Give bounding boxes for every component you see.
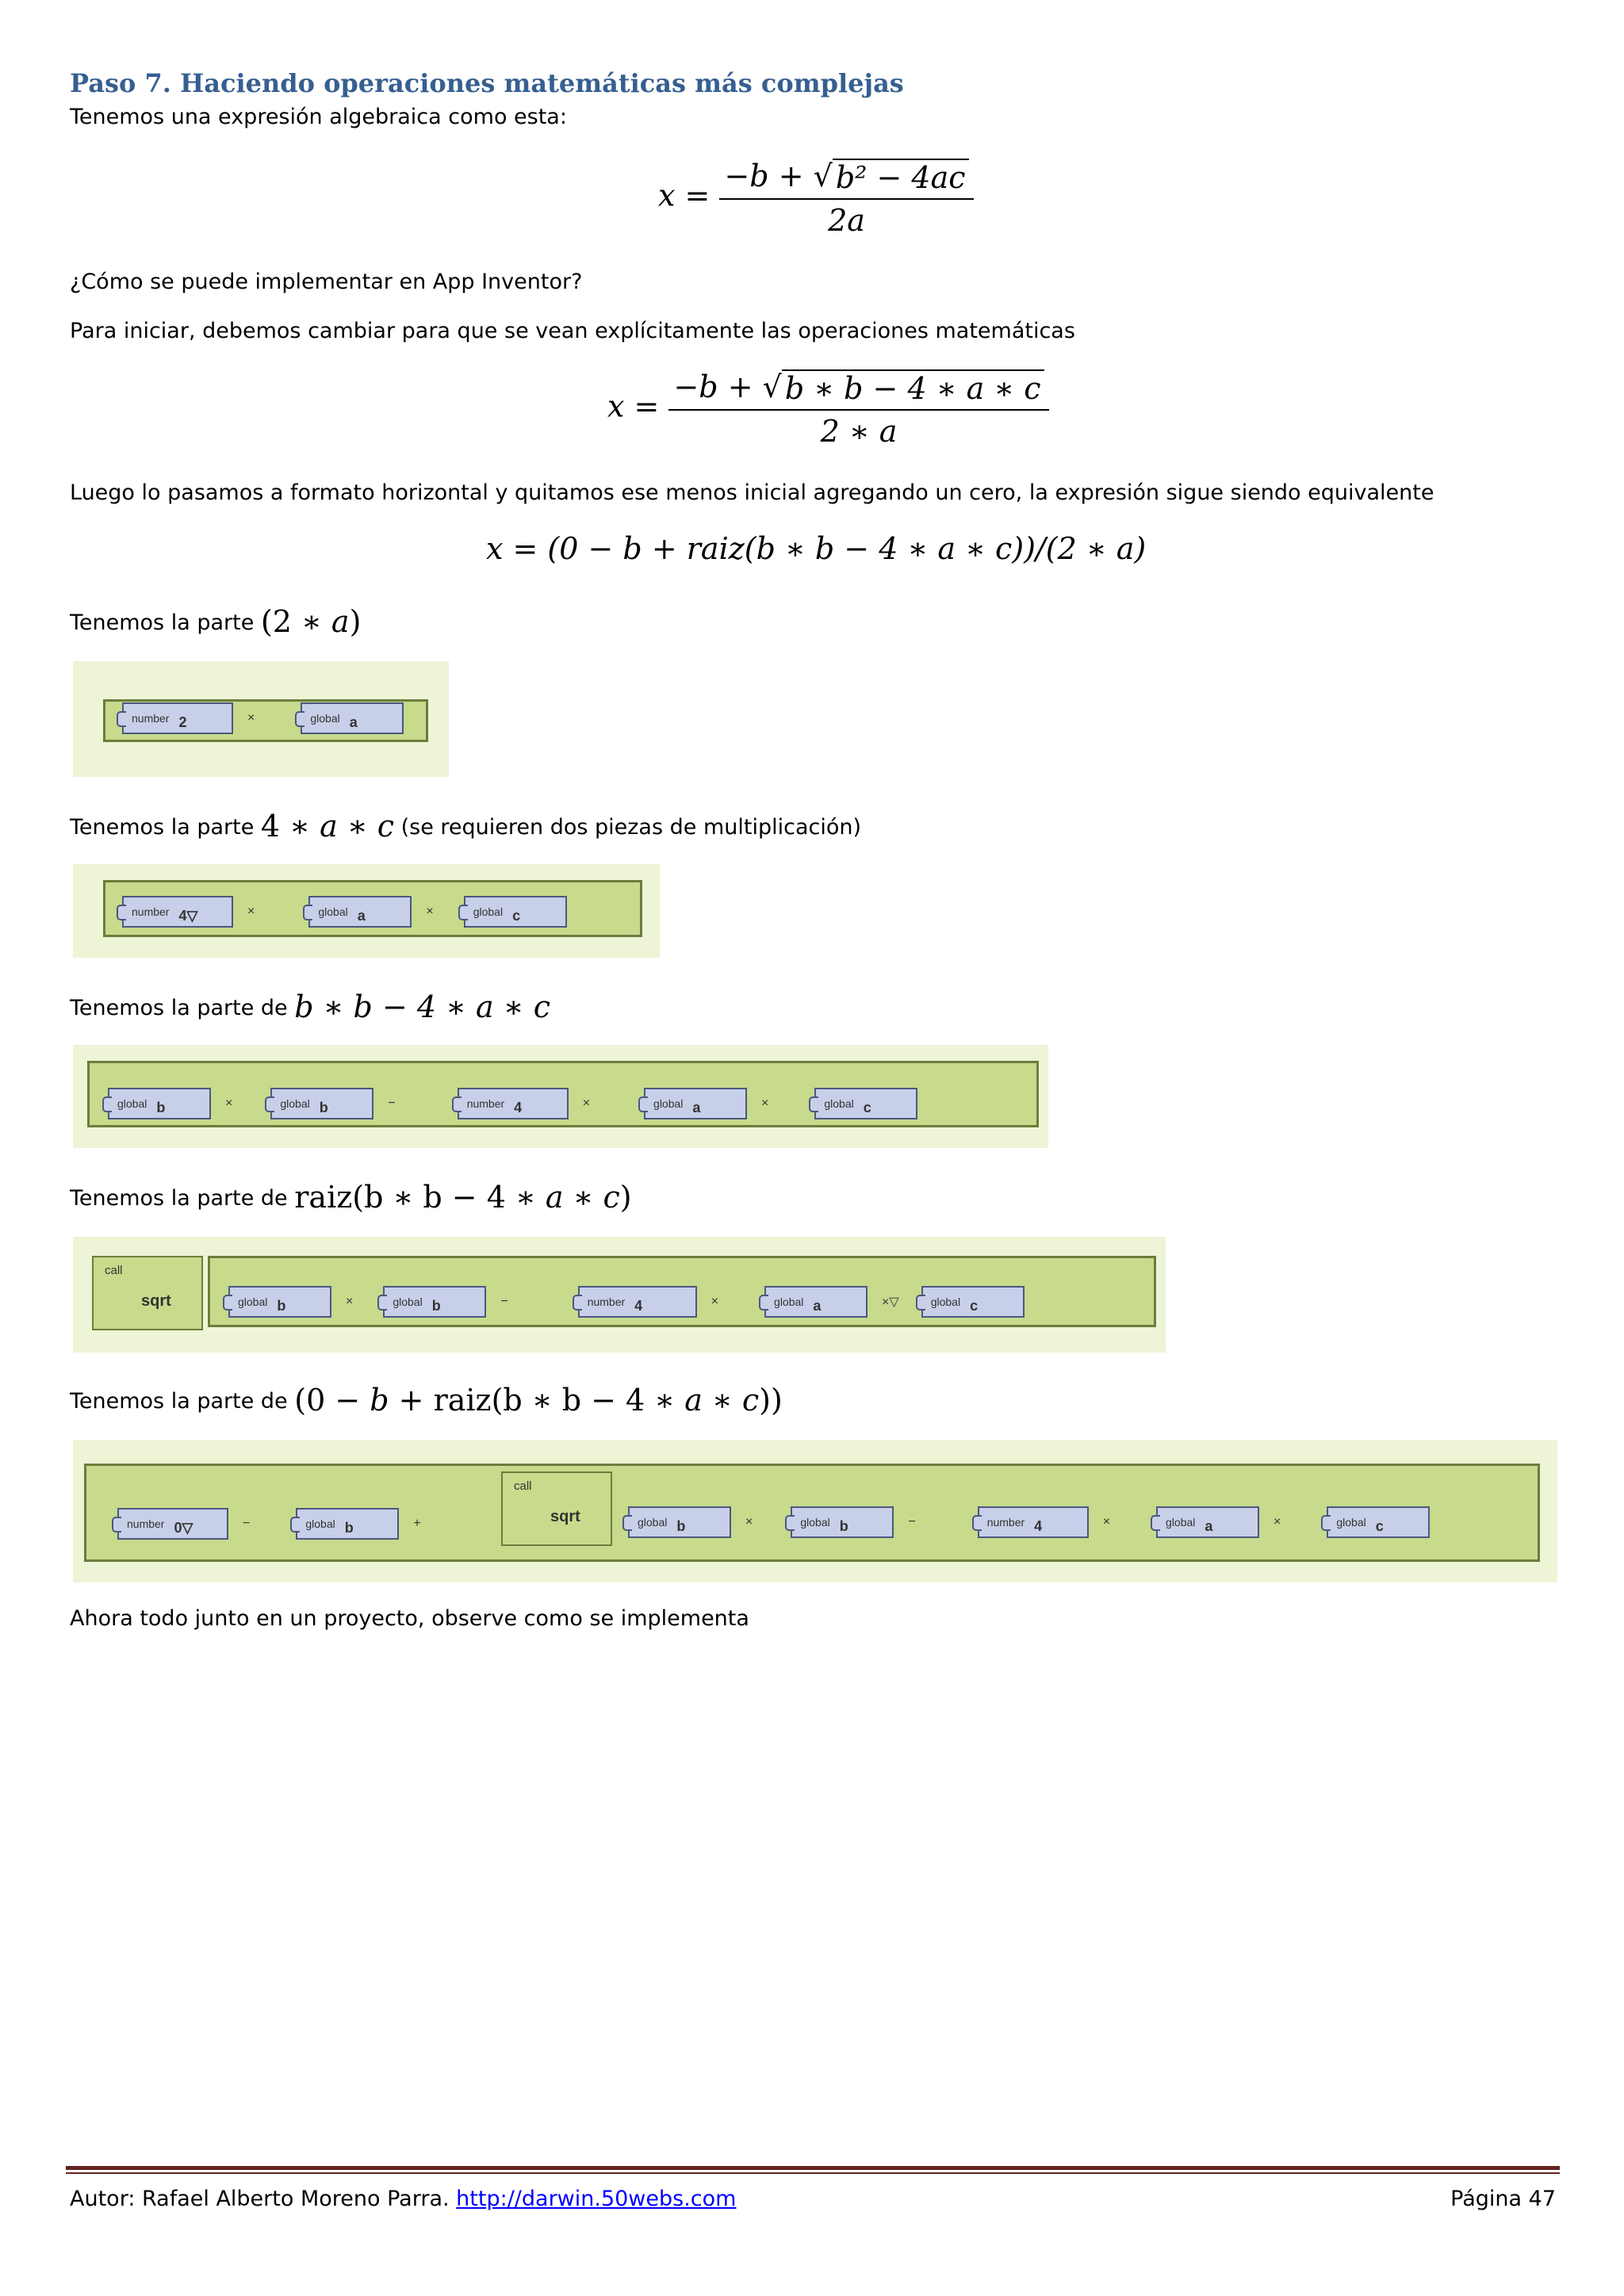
part-sqrt-label: Tenemos la parte de <box>70 1186 288 1211</box>
global-block: global b <box>383 1286 486 1318</box>
minus-operator: − <box>500 1295 508 1308</box>
eq1-numerator: −𝑏 + <box>724 159 814 193</box>
part-discriminant-label: Tenemos la parte de <box>70 996 288 1020</box>
call-sqrt-block: call sqrt <box>92 1256 203 1330</box>
eq1-lhs: 𝑥 = <box>658 178 710 213</box>
number-block: number 4 <box>458 1088 569 1119</box>
paragraph-start: Para iniciar, debemos cambiar para que se vean explícitamente las operaciones matemáticas <box>70 319 1075 343</box>
footer-page-number: Página 47 <box>1450 2187 1556 2211</box>
section-heading: Paso 7. Haciendo operaciones matemáticas más complejas <box>70 68 904 98</box>
global-block: global b <box>791 1506 894 1538</box>
eq2-numerator: −𝑏 + <box>673 369 763 404</box>
times-operator: × <box>247 711 255 725</box>
block-image-discriminant <box>73 1045 1048 1148</box>
global-block: global a <box>644 1088 747 1119</box>
global-block: global a <box>764 1286 868 1318</box>
call-sqrt-block: call sqrt <box>501 1471 612 1546</box>
number-block: number 4 <box>978 1506 1089 1538</box>
eq2-lhs: 𝑥 = <box>607 388 660 424</box>
global-block: global c <box>921 1286 1025 1318</box>
times-operator: × <box>247 905 255 918</box>
block-image-4ac <box>73 864 660 958</box>
times-operator: × <box>761 1096 769 1110</box>
paragraph-part-discriminant <box>70 989 550 1026</box>
equation-quadratic <box>658 159 974 238</box>
times-operator: × <box>1274 1515 1281 1529</box>
global-block: global c <box>464 896 567 928</box>
times-operator: × <box>745 1515 753 1529</box>
eq1-radicand: 𝑏² − 4𝑎𝑐 <box>833 159 969 195</box>
block-image-2a <box>73 661 449 777</box>
eq2-fraction: −𝑏 + √ b ∗ b − 4 ∗ 𝑎 ∗ 𝑐 2 ∗ 𝑎 <box>668 369 1048 449</box>
global-block: global a <box>301 702 404 734</box>
paragraph-horizontal: Luego lo pasamos a formato horizontal y quitamos ese menos inicial agregando un cero, la expresión sigue siendo equivalente <box>70 480 1434 505</box>
footer-divider-thin <box>66 2172 1560 2174</box>
part-sqrt-math: raiz(b ∗ b − 4 ∗ 𝑎 ∗ 𝑐) <box>294 1180 632 1215</box>
paragraph-question: ¿Cómo se puede implementar en App Inventor? <box>70 270 583 294</box>
global-block: global b <box>296 1508 399 1540</box>
global-block: global c <box>1327 1506 1430 1538</box>
paragraph-intro: Tenemos una expresión algebraica como esta: <box>70 105 567 129</box>
part-2a-math: (2 ∗ 𝑎) <box>260 604 362 639</box>
number-block: number 4▽ <box>122 896 233 928</box>
times-operator: × <box>1102 1515 1111 1529</box>
global-block: global b <box>628 1506 731 1538</box>
footer-author-line <box>70 2187 736 2211</box>
footer-link[interactable]: http://darwin.50webs.com <box>456 2187 737 2211</box>
paragraph-part-2a <box>70 604 361 641</box>
number-block: number 0▽ <box>117 1508 228 1540</box>
eq1-fraction: −𝑏 + √ 𝑏² − 4𝑎𝑐 2𝑎 <box>719 159 973 238</box>
global-block: global c <box>814 1088 917 1119</box>
minus-operator: − <box>388 1096 396 1110</box>
part-2a-label: Tenemos la parte <box>70 610 255 635</box>
times-operator: × <box>426 905 434 918</box>
times-operator: × <box>225 1096 233 1110</box>
part-4ac-label: Tenemos la parte <box>70 815 255 840</box>
global-block: global a <box>308 896 412 928</box>
times-operator: × <box>582 1096 591 1110</box>
footer-divider <box>66 2166 1560 2170</box>
part-numerator-math: (0 − 𝑏 + raiz(b ∗ b − 4 ∗ 𝑎 ∗ 𝑐)) <box>294 1383 783 1418</box>
times-operator: × <box>710 1295 719 1308</box>
global-block: global a <box>1156 1506 1259 1538</box>
number-block: number 4 <box>578 1286 697 1318</box>
paragraph-part-4ac <box>70 809 861 845</box>
eq2-denominator: 2 ∗ 𝑎 <box>820 414 898 449</box>
minus-operator: − <box>243 1517 251 1530</box>
paragraph-final: Ahora todo junto en un proyecto, observe como se implementa <box>70 1606 749 1631</box>
part-4ac-note: (se requieren dos piezas de multiplicación) <box>400 815 862 840</box>
equation-horizontal: 𝑥 = (0 − 𝑏 + raiz(b ∗ b − 4 ∗ 𝑎 ∗ 𝑐))/(2 ∗ 𝑎) <box>486 531 1147 566</box>
global-block: global b <box>108 1088 211 1119</box>
equation-explicit <box>607 369 1049 449</box>
times-dropdown-operator: ×▽ <box>882 1295 899 1309</box>
global-block: global b <box>270 1088 373 1119</box>
global-block: global b <box>228 1286 331 1318</box>
block-image-numerator <box>73 1440 1557 1582</box>
block-image-sqrt <box>73 1237 1166 1353</box>
part-discriminant-math: 𝑏 ∗ 𝑏 − 4 ∗ 𝑎 ∗ 𝑐 <box>294 989 550 1024</box>
times-operator: × <box>346 1295 354 1308</box>
part-4ac-math: 4 ∗ 𝑎 ∗ 𝑐 <box>260 809 395 844</box>
plus-operator: + <box>413 1517 421 1530</box>
minus-operator: − <box>908 1515 916 1529</box>
paragraph-part-numerator <box>70 1383 783 1419</box>
eq2-radicand: b ∗ b − 4 ∗ 𝑎 ∗ 𝑐 <box>782 369 1044 406</box>
number-block: number 2 <box>122 702 233 734</box>
eq1-denominator: 2𝑎 <box>828 203 865 238</box>
paragraph-part-sqrt <box>70 1180 632 1216</box>
part-numerator-label: Tenemos la parte de <box>70 1389 288 1414</box>
footer-author: Autor: Rafael Alberto Moreno Parra. <box>70 2187 450 2211</box>
